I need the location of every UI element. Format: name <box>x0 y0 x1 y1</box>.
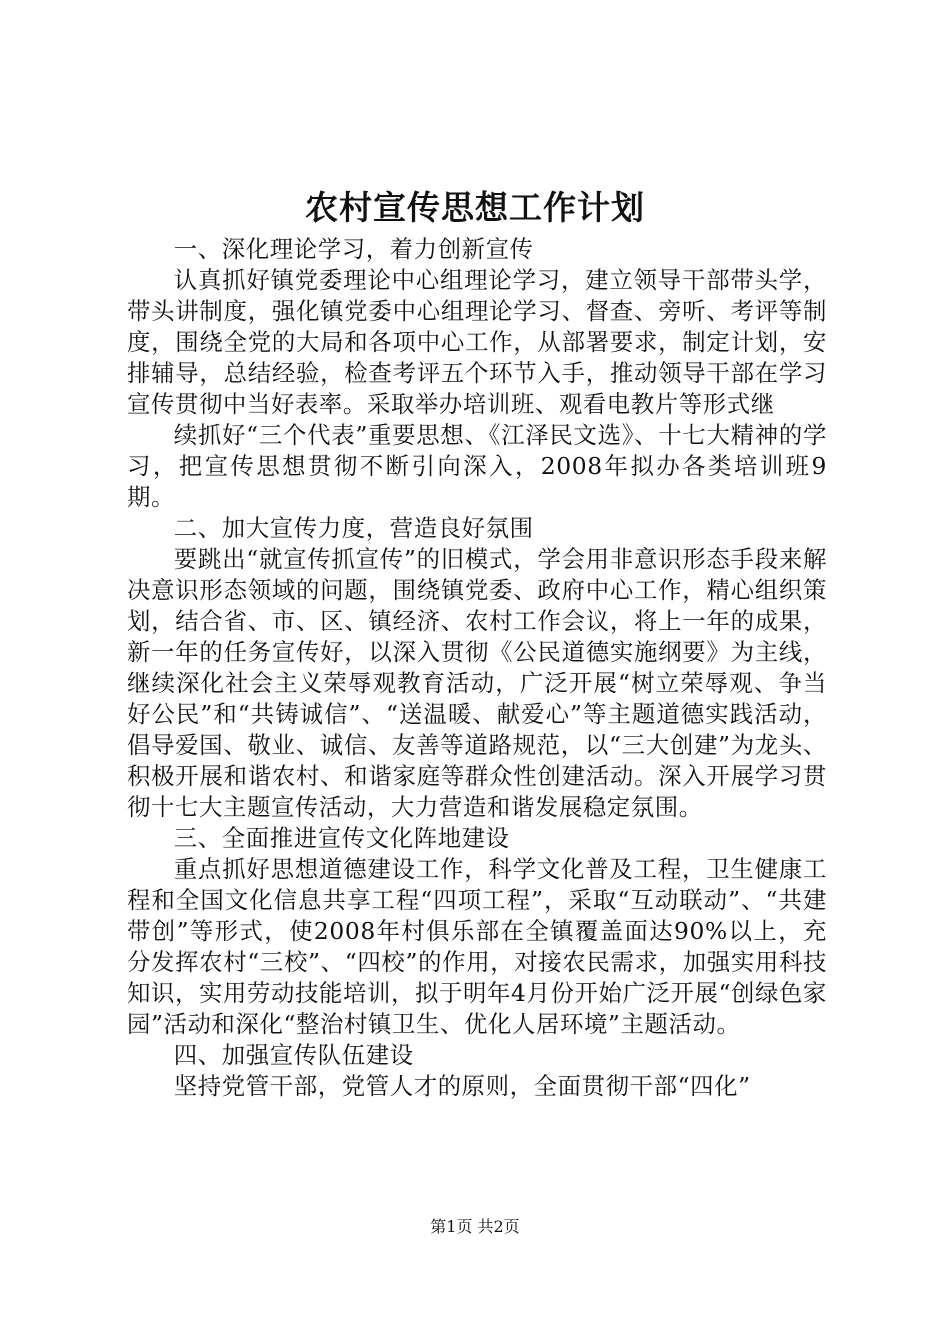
page-title: 农村宣传思想工作计划 <box>305 188 645 227</box>
section-heading-3: 三、全面推进宣传文化阵地建设 <box>173 824 510 852</box>
section-4-paragraph-1: 坚持党管干部，党管人才的原则，全面贯彻干部“四化” <box>173 1072 751 1100</box>
section-heading-2: 二、加大宣传力度，营造良好氛围 <box>173 514 534 542</box>
section-heading-4: 四、加强宣传队伍建设 <box>173 1041 414 1069</box>
section-3-paragraph-1: 重点抓好思想道德建设工作，科学文化普及工程，卫生健康工程和全国文化信息共享工程“四项工程”，采取“互动联动”、“共建带创”等形式，使2008年村俱乐部在全镇覆盖面达90%以上，充分发挥农村“三校”、“四校”的作用，对接农民需求，加强实用科技知识，实用劳动技能培训，拟于明年4月份开始广泛开展“创绿色家园”活动和深化“整治村镇卫生、优化人居环境”主题活动。 <box>127 855 827 1038</box>
document-body <box>127 234 827 1102</box>
section-1-paragraph-2: 续抓好“三个代表”重要思想、《江泽民文选》、十七大精神的学习，把宣传思想贯彻不断引向深入，2008年拟办各类培训班9期。 <box>127 421 827 511</box>
section-2-paragraph-1: 要跳出“就宣传抓宣传”的旧模式，学会用非意识形态手段来解决意识形态领域的问题，围绕镇党委、政府中心工作，精心组织策划，结合省、市、区、镇经济、农村工作会议，将上一年的成果，新一年的任务宣传好，以深入贯彻《公民道德实施纲要》为主线，继续深化社会主义荣辱观教育活动，广泛开展“树立荣辱观、争当好公民”和“共铸诚信”、“送温暖、献爱心”等主题道德实践活动，倡导爱国、敬业、诚信、友善等道路规范，以“三大创建”为龙头、积极开展和谐农村、和谐家庭等群众性创建活动。深入开展学习贯彻十七大主题宣传活动，大力营造和谐发展稳定氛围。 <box>127 545 827 821</box>
page-number-footer: 第1页 共2页 <box>430 1217 520 1236</box>
section-heading-1: 一、深化理论学习，着力创新宣传 <box>173 235 534 263</box>
section-1-paragraph-1: 认真抓好镇党委理论中心组理论学习，建立领导干部带头学，带头讲制度，强化镇党委中心组理论学习、督查、旁听、考评等制度，围绕全党的大局和各项中心工作，从部署要求，制定计划，安排辅导，总结经验，检查考评五个环节入手，推动领导干部在学习宣传贯彻中当好表率。采取举办培训班、观看电教片等形式继 <box>127 266 827 418</box>
